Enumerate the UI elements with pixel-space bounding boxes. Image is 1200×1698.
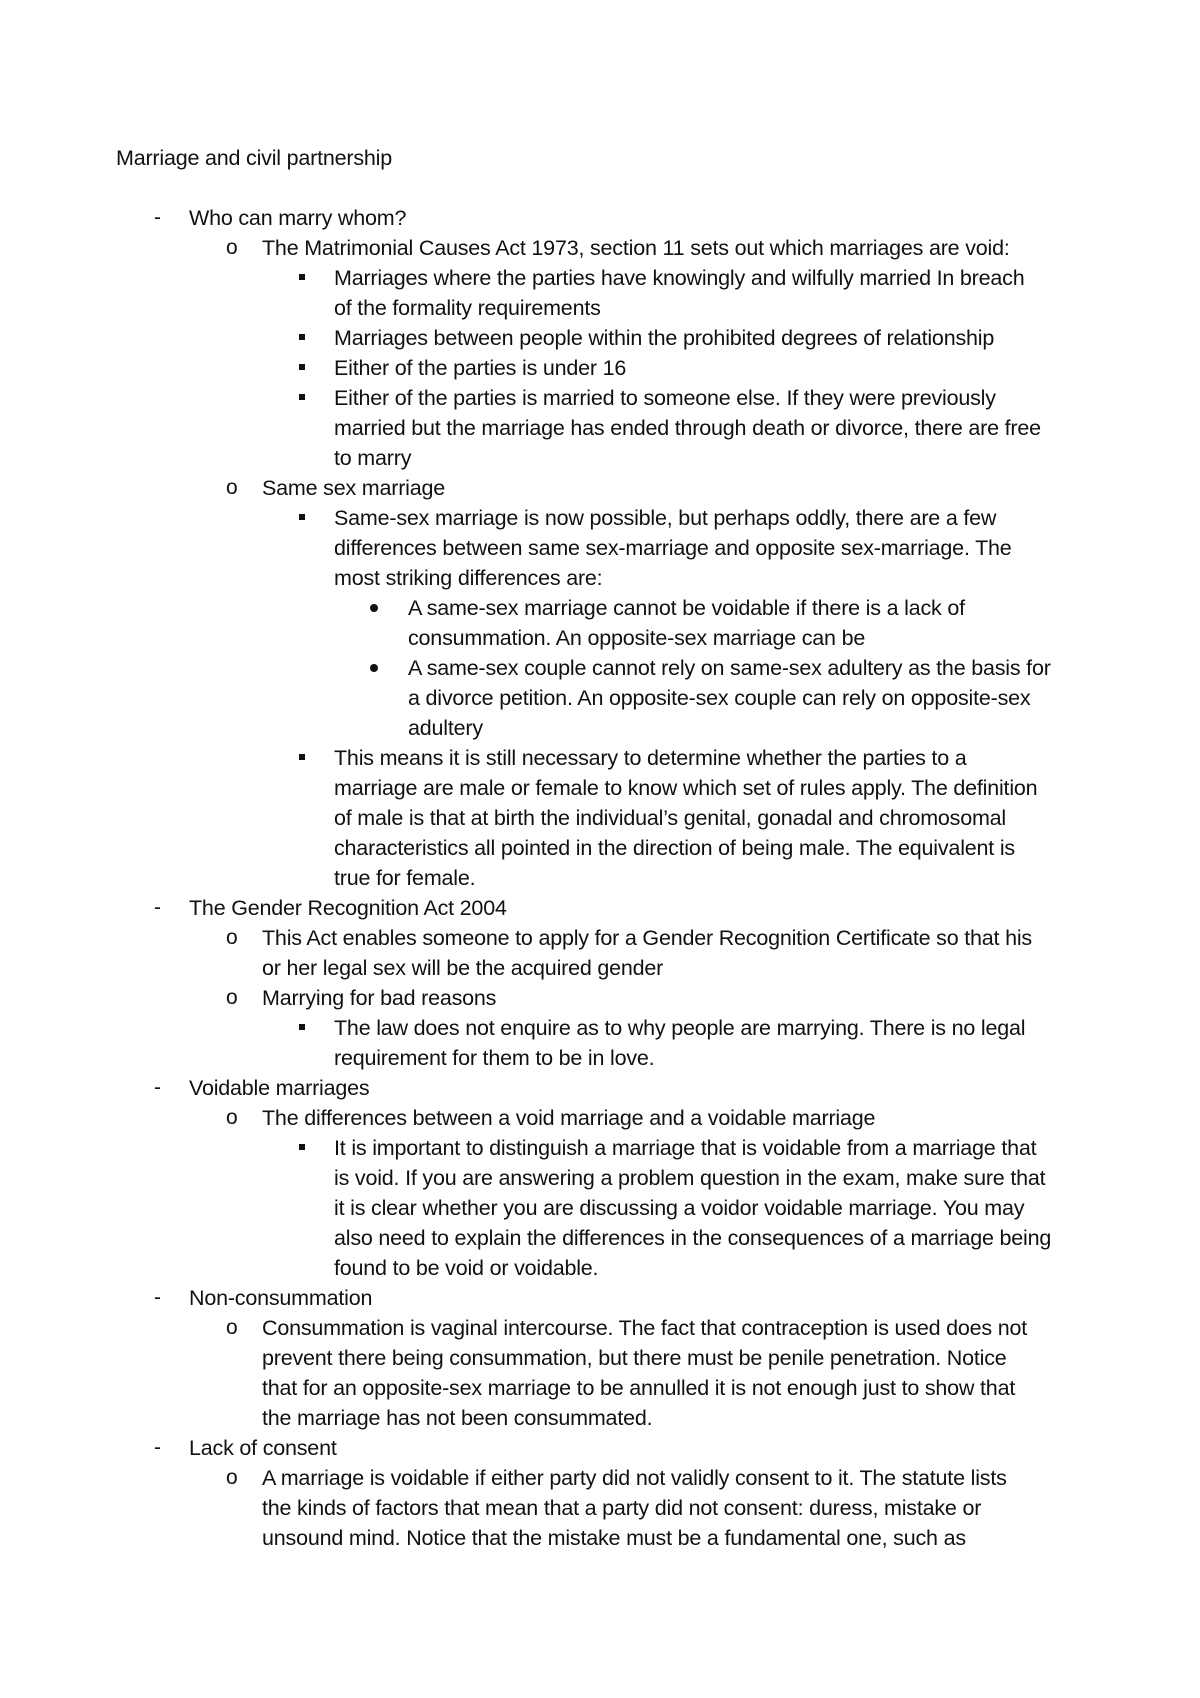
round-bullet-icon <box>370 664 378 672</box>
list-item-continuation: adultery <box>408 716 483 740</box>
heading-who-can-marry: Who can marry whom? <box>189 206 407 230</box>
heading-gender-recognition: The Gender Recognition Act 2004 <box>189 896 507 920</box>
square-bullet-icon <box>299 334 305 340</box>
list-item: Same sex marriage <box>262 476 446 500</box>
dash-bullet-icon: - <box>154 1286 161 1309</box>
list-item-continuation: a divorce petition. An opposite-sex couple can rely on opposite-sex <box>408 686 1031 710</box>
list-item-continuation: found to be void or voidable. <box>334 1256 599 1280</box>
list-item: This Act enables someone to apply for a Gender Recognition Certificate so that his <box>262 926 1032 950</box>
square-bullet-icon <box>299 754 305 760</box>
list-item: A same-sex marriage cannot be voidable if there is a lack of <box>408 596 965 620</box>
list-item: It is important to distinguish a marriage that is voidable from a marriage that <box>334 1136 1037 1160</box>
list-item: This means it is still necessary to determine whether the parties to a <box>334 746 967 770</box>
list-item-continuation: marriage are male or female to know which set of rules apply. The definition <box>334 776 1038 800</box>
dash-bullet-icon: - <box>154 896 161 919</box>
list-item: The differences between a void marriage and a voidable marriage <box>262 1106 876 1130</box>
circle-bullet-icon: o <box>226 986 238 1009</box>
circle-bullet-icon: o <box>226 1106 238 1129</box>
dash-bullet-icon: - <box>154 1076 161 1099</box>
list-item-continuation: is void. If you are answering a problem question in the exam, make sure that <box>334 1166 1046 1190</box>
list-item: The law does not enquire as to why people are marrying. There is no legal <box>334 1016 1026 1040</box>
square-bullet-icon <box>299 1024 305 1030</box>
list-item-continuation: prevent there being consummation, but there must be penile penetration. Notice <box>262 1346 1007 1370</box>
square-bullet-icon <box>299 274 305 280</box>
list-item-continuation: or her legal sex will be the acquired gender <box>262 956 664 980</box>
list-item: The Matrimonial Causes Act 1973, section 11 sets out which marriages are void: <box>262 236 1010 260</box>
circle-bullet-icon: o <box>226 236 238 259</box>
list-item-continuation: unsound mind. Notice that the mistake must be a fundamental one, such as <box>262 1526 966 1550</box>
round-bullet-icon <box>370 604 378 612</box>
list-item-continuation: true for female. <box>334 866 476 890</box>
list-item-continuation: also need to explain the differences in the consequences of a marriage being <box>334 1226 1052 1250</box>
list-item: A marriage is voidable if either party did not validly consent to it. The statute lists <box>262 1466 1007 1490</box>
list-item-continuation: that for an opposite-sex marriage to be annulled it is not enough just to show that <box>262 1376 1016 1400</box>
heading-voidable-marriages: Voidable marriages <box>189 1076 370 1100</box>
circle-bullet-icon: o <box>226 1466 238 1489</box>
list-item: Either of the parties is under 16 <box>334 356 627 380</box>
square-bullet-icon <box>299 364 305 370</box>
list-item: A same-sex couple cannot rely on same-sex adultery as the basis for <box>408 656 1051 680</box>
list-item-continuation: of male is that at birth the individual’s genital, gonadal and chromosomal <box>334 806 1007 830</box>
square-bullet-icon <box>299 514 305 520</box>
square-bullet-icon <box>299 394 305 400</box>
list-item: Same-sex marriage is now possible, but perhaps oddly, there are a few <box>334 506 997 530</box>
list-item-continuation: the marriage has not been consummated. <box>262 1406 653 1430</box>
dash-bullet-icon: - <box>154 206 161 229</box>
list-item: Consummation is vaginal intercourse. The fact that contraception is used does not <box>262 1316 1028 1340</box>
list-item-continuation: married but the marriage has ended through death or divorce, there are free <box>334 416 1041 440</box>
list-item: Either of the parties is married to someone else. If they were previously <box>334 386 996 410</box>
heading-lack-of-consent: Lack of consent <box>189 1436 337 1460</box>
circle-bullet-icon: o <box>226 1316 238 1339</box>
dash-bullet-icon: - <box>154 1436 161 1459</box>
list-item-continuation: to marry <box>334 446 412 470</box>
square-bullet-icon <box>299 1144 305 1150</box>
list-item-continuation: characteristics all pointed in the direction of being male. The equivalent is <box>334 836 1015 860</box>
list-item-continuation: differences between same sex-marriage and opposite sex-marriage. The <box>334 536 1012 560</box>
list-item: Marriages between people within the prohibited degrees of relationship <box>334 326 995 350</box>
document-title: Marriage and civil partnership <box>116 146 393 170</box>
list-item: Marrying for bad reasons <box>262 986 497 1010</box>
list-item-continuation: it is clear whether you are discussing a voidor voidable marriage. You may <box>334 1196 1025 1220</box>
list-item-continuation: the kinds of factors that mean that a party did not consent: duress, mistake or <box>262 1496 982 1520</box>
list-item-continuation: most striking differences are: <box>334 566 603 590</box>
circle-bullet-icon: o <box>226 926 238 949</box>
list-item-continuation: consummation. An opposite-sex marriage can be <box>408 626 866 650</box>
list-item-continuation: requirement for them to be in love. <box>334 1046 655 1070</box>
list-item: Marriages where the parties have knowingly and wilfully married In breach <box>334 266 1025 290</box>
heading-non-consummation: Non-consummation <box>189 1286 373 1310</box>
circle-bullet-icon: o <box>226 476 238 499</box>
list-item-continuation: of the formality requirements <box>334 296 601 320</box>
